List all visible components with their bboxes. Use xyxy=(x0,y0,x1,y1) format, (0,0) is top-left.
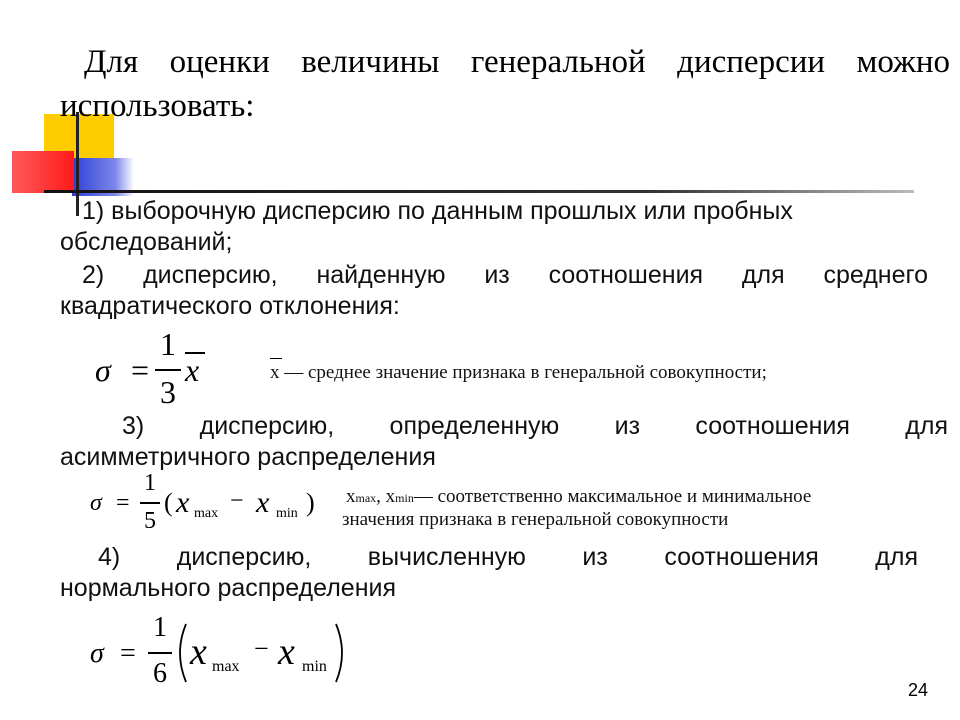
note-range-line-1: xmax, xmin— соответственно максимальное и минимальное xyxy=(346,486,812,507)
formula-2-x-max: x xyxy=(176,486,190,519)
formula-3-fraction-bar xyxy=(148,652,172,654)
page-number: 24 xyxy=(908,680,929,700)
formula-3-numerator: 1 xyxy=(153,612,167,643)
item-4-line-2: нормального распределения xyxy=(60,574,397,602)
formula-1-fraction-bar xyxy=(155,369,181,371)
formula-sigma-asymmetric xyxy=(90,472,330,542)
deco-red-square xyxy=(12,151,74,193)
formula-1-numerator: 1 xyxy=(160,326,176,362)
formula-2-left-paren: ( xyxy=(164,488,173,517)
formula-2-fraction-bar xyxy=(140,502,160,504)
formula-3-equals: = xyxy=(120,638,136,669)
formula-1-x: x xyxy=(185,352,200,388)
deco-horizontal-line xyxy=(44,190,914,193)
item-3-line-1: 3) дисперсию, определенную из соотношения для xyxy=(122,412,948,440)
formula-3-right-paren xyxy=(334,622,348,684)
item-4-line-1: 4) дисперсию, вычисленную из соотношения для xyxy=(98,543,918,571)
formula-2-sigma: σ xyxy=(90,490,102,516)
formula-2-numerator: 1 xyxy=(144,470,156,496)
formula-2-sub-min: min xyxy=(276,506,298,521)
item-3-line-2: асимметричного распределения xyxy=(60,443,436,471)
page-title xyxy=(60,40,950,128)
list-item-2 xyxy=(60,260,928,322)
item-2-line-1: 2) дисперсию, найденную из соотношения для среднего xyxy=(82,261,928,289)
formula-sigma-normal xyxy=(90,612,360,702)
note-mean-definition xyxy=(270,362,767,384)
note-range-line-2: значения признака в генеральной совокупности xyxy=(342,509,729,530)
formula-2-right-paren: ) xyxy=(306,488,315,517)
formula-2-x-min: x xyxy=(256,486,270,519)
formula-1-equals: = xyxy=(131,352,150,388)
note-mean-text: — среднее значение признака в генеральной совокупности; xyxy=(279,362,767,383)
list-item-1 xyxy=(60,196,928,258)
formula-3-sigma: σ xyxy=(90,638,104,669)
formula-2-minus: − xyxy=(230,488,244,514)
formula-3-x-max: x xyxy=(190,631,207,673)
note-xbar-symbol: x xyxy=(270,362,280,384)
formula-3-sub-max: max xyxy=(212,658,240,675)
note-range-text-1: — соответственно максимальное и минимальное xyxy=(413,486,812,507)
item-1-line-1: 1) выборочную дисперсию по данным прошлых или пробных xyxy=(82,197,793,225)
formula-sigma-mean xyxy=(95,326,225,410)
formula-3-minus: − xyxy=(254,634,269,663)
formula-1-denominator: 3 xyxy=(160,374,176,410)
title-line-2: использовать: xyxy=(60,88,255,124)
item-2-line-2: квадратического отклонения: xyxy=(60,292,400,320)
formula-2-equals: = xyxy=(116,490,130,516)
formula-2-denominator: 5 xyxy=(144,508,156,534)
note-range-definition xyxy=(342,486,811,531)
formula-3-x-min: x xyxy=(278,631,295,673)
formula-3-sub-min: min xyxy=(302,658,327,675)
title-line-1: Для оценки величины генеральной дисперсии можно xyxy=(84,44,950,80)
list-item-4 xyxy=(60,542,918,604)
formula-2-sub-max: max xyxy=(194,506,219,521)
formula-3-denominator: 6 xyxy=(153,658,167,689)
formula-1-sigma: σ xyxy=(95,352,111,388)
item-1-line-2: обследований; xyxy=(60,228,233,256)
formula-3-left-paren xyxy=(174,622,188,684)
list-item-3 xyxy=(60,411,948,473)
